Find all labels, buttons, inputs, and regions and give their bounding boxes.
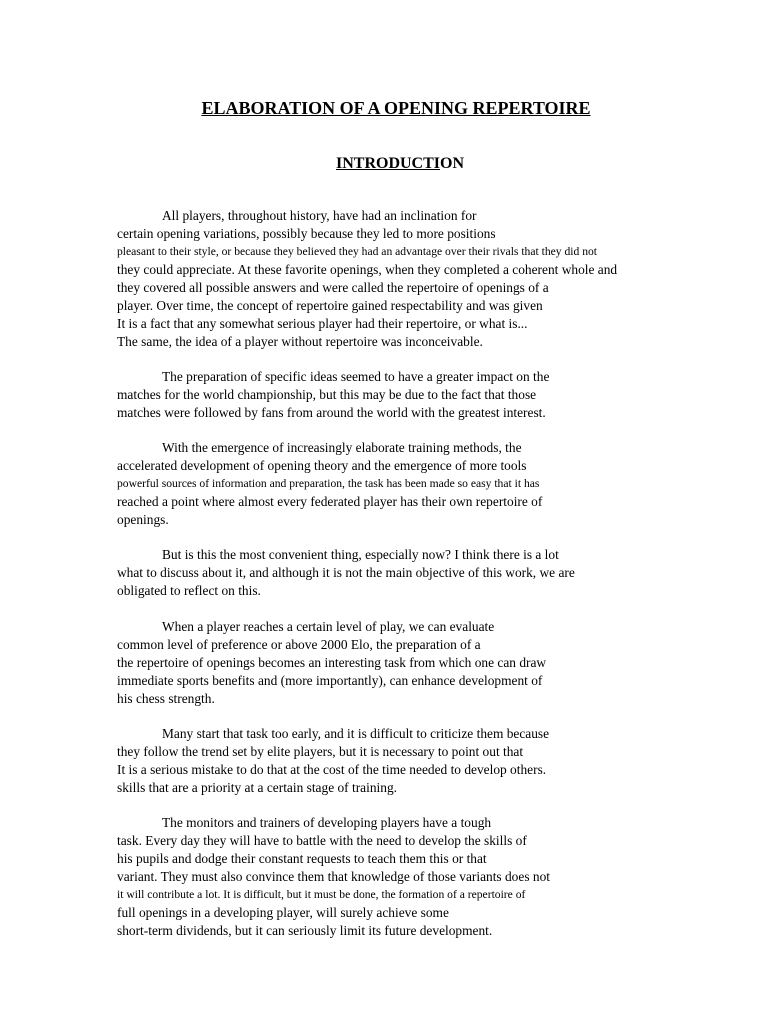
section-heading <box>16 153 768 175</box>
text-line: task. Every day they will have to battle with the need to develop the skills of <box>117 833 527 848</box>
text-line: With the emergence of increasingly elaborate training methods, the <box>162 440 522 455</box>
text-line: openings. <box>117 512 169 527</box>
text-line: When a player reaches a certain level of play, we can evaluate <box>162 619 495 634</box>
text-line: The preparation of specific ideas seemed to have a greater impact on the <box>162 369 550 384</box>
section-heading-underlined: INTRODUCTI <box>335 155 440 172</box>
text-line: his pupils and dodge their constant requests to teach them this or that <box>117 851 487 866</box>
text-line: common level of preference or above 2000 Elo, the preparation of a <box>117 637 481 652</box>
text-line: full openings in a developing player, will surely achieve some <box>117 905 449 920</box>
text-line: player. Over time, the concept of repertoire gained respectability and was given <box>117 298 543 313</box>
text-line: It is a serious mistake to do that at the cost of the time needed to develop others. <box>117 762 547 777</box>
text-line: accelerated development of opening theory and the emergence of more tools <box>117 458 527 473</box>
text-line: pleasant to their style, or because they believed they had an advantage over their rivals that they did not <box>117 245 598 258</box>
text-line: matches for the world championship, but this may be due to the fact that those <box>117 387 537 402</box>
text-line: The same, the idea of a player without repertoire was inconceivable. <box>117 334 483 349</box>
text-line: his chess strength. <box>117 691 215 706</box>
text-line: they covered all possible answers and were called the repertoire of openings of a <box>117 280 549 295</box>
text-line: skills that are a priority at a certain stage of training. <box>117 780 397 795</box>
text-line: they could appreciate. At these favorite openings, when they completed a coherent whole and <box>117 262 618 277</box>
text-line: powerful sources of information and preparation, the task has been made so easy that it has <box>117 477 540 490</box>
text-line: matches were followed by fans from around the world with the greatest interest. <box>117 405 546 420</box>
text-line: immediate sports benefits and (more importantly), can enhance development of <box>117 673 543 688</box>
text-line: they follow the trend set by elite players, but it is necessary to point out that <box>117 744 524 759</box>
paragraph-6 <box>117 725 677 797</box>
document-title: ELABORATION OF A OPENING REPERTOIRE <box>201 98 591 118</box>
text-line: it will contribute a lot. It is difficult, but it must be done, the formation of a repertoire of <box>117 888 526 901</box>
text-line: obligated to reflect on this. <box>117 583 261 598</box>
section-heading-rest: ON <box>440 155 464 172</box>
paragraph-1 <box>117 207 677 351</box>
text-line: short-term dividends, but it can seriously limit its future development. <box>117 923 493 938</box>
paragraph-2 <box>117 368 677 422</box>
paragraph-3 <box>117 439 677 529</box>
paragraph-5 <box>117 618 677 708</box>
text-line: certain opening variations, possibly because they led to more positions <box>117 226 496 241</box>
text-line: Many start that task too early, and it is difficult to criticize them because <box>162 726 550 741</box>
text-line: All players, throughout history, have had an inclination for <box>162 208 477 223</box>
text-line: The monitors and trainers of developing players have a tough <box>162 815 492 830</box>
paragraph-4 <box>117 546 677 600</box>
text-line: reached a point where almost every federated player has their own repertoire of <box>117 494 543 509</box>
text-line: It is a fact that any somewhat serious player had their repertoire, or what is... <box>117 316 528 331</box>
text-line: what to discuss about it, and although it is not the main objective of this work, we are <box>117 565 575 580</box>
text-line: the repertoire of openings becomes an interesting task from which one can draw <box>117 655 547 670</box>
paragraph-7 <box>117 814 677 940</box>
text-line: But is this the most convenient thing, especially now? I think there is a lot <box>162 547 559 562</box>
text-line: variant. They must also convince them that knowledge of those variants does not <box>117 869 550 884</box>
